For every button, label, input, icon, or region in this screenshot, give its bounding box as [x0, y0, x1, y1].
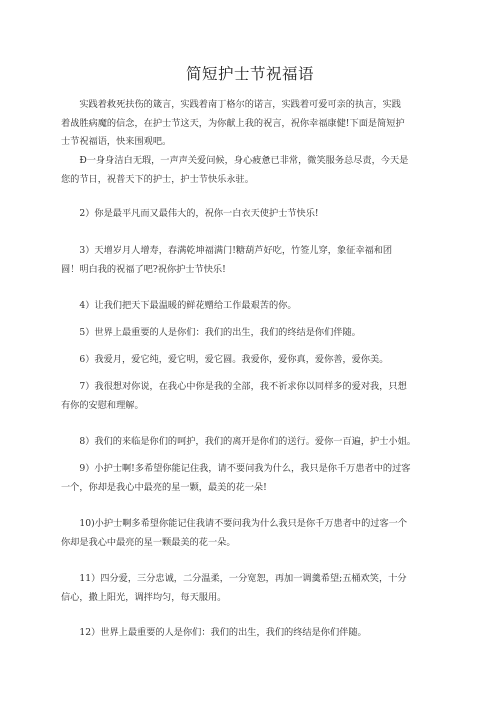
paragraph-line: 10)小护士啊多希望你能记住我请不要问我为什么我只是你千万患者中的过客一个: [61, 518, 408, 529]
paragraph-line: 您的节日，祝普天下的护士，护士节快乐永驻。: [61, 173, 254, 185]
paragraph-line: 有你的安慰和理解。: [61, 399, 144, 411]
paragraph-line: 圆！明白我的祝福了吧?祝你护士节快乐!: [61, 263, 226, 275]
paragraph-line: 你却是我心中最亮的星一颗最美的花一朵。: [61, 536, 236, 548]
paragraph-line: 2）你是最平凡而又最伟大的，祝你一白衣天使护士节快乐!: [61, 208, 319, 219]
paragraph: [61, 570, 451, 607]
paragraph: [61, 433, 451, 452]
paragraph: [61, 242, 451, 279]
paragraph: [61, 515, 451, 552]
paragraph: [61, 351, 451, 370]
paragraph: [61, 152, 451, 189]
paragraph-line: 9）小护士啊!多希望你能记住我，请不要问我为什么，我只是你千万患者中的过客: [61, 463, 411, 474]
paragraph: [61, 460, 451, 497]
paragraph-line: Ð一身身洁白无瑕，一声声关爱问候，身心疲惫已非常，微笑服务总尽责，今天是: [61, 155, 409, 166]
paragraph-line: 6）我爱月，爱它纯，爱它明，爱它圆。我爱你，爱你真，爱你善，爱你美。: [61, 354, 389, 365]
paragraph: [61, 624, 451, 643]
paragraph: [61, 297, 451, 316]
paragraph-line: 5）世界上最重要的人是你们：我们的出生，我们的终结是你们伴随。: [61, 327, 361, 338]
paragraph-line: 实践着救死扶伤的箴言，实践着南丁格尔的诺言，实践着可爱可亲的执言，实践: [61, 99, 401, 110]
paragraph: [61, 324, 451, 343]
paragraph-line: 3）天增岁月人增寿，春满乾坤福满门!糖葫芦好吃，竹签儿穿，象征幸福和团: [61, 245, 393, 256]
paragraph-line: 信心，撒上阳光，调拌均匀，每天服用。: [61, 591, 227, 603]
paragraph-line: 一个，你却是我心中最亮的星一颗，最美的花一朵!: [61, 481, 267, 493]
paragraph-line: 4）让我们把天下最温暖的鲜花赠给工作最艰苦的你。: [61, 300, 297, 311]
paragraph-line: 11）四分爱，三分忠诚，二分温柔，一分宽恕，再加一调羹希望;五桶欢笑，十分: [61, 573, 407, 584]
document-title: 简短护士节祝福语: [185, 65, 314, 83]
paragraph-line: 8）我们的来临是你们的呵护，我们的离开是你们的送行。爱你一百遍，护士小姐。: [61, 436, 416, 447]
paragraph-line: 士节祝福语，快来围观吧。: [61, 136, 172, 147]
paragraph-line: 7）我很想对你说，在我心中你是我的全部，我不祈求你以同样多的爱对我，只想: [61, 381, 407, 392]
paragraph: [61, 205, 451, 224]
paragraph: [61, 96, 451, 152]
paragraph-line: 12）世界上最重要的人是你们：我们的出生，我们的终结是你们伴随。: [61, 627, 367, 638]
paragraph: [61, 378, 451, 415]
paragraph-line: 着战胜病魔的信念，在护士节这天，为你献上我的祝言，祝你幸福康健!下面是简短护: [61, 117, 405, 129]
